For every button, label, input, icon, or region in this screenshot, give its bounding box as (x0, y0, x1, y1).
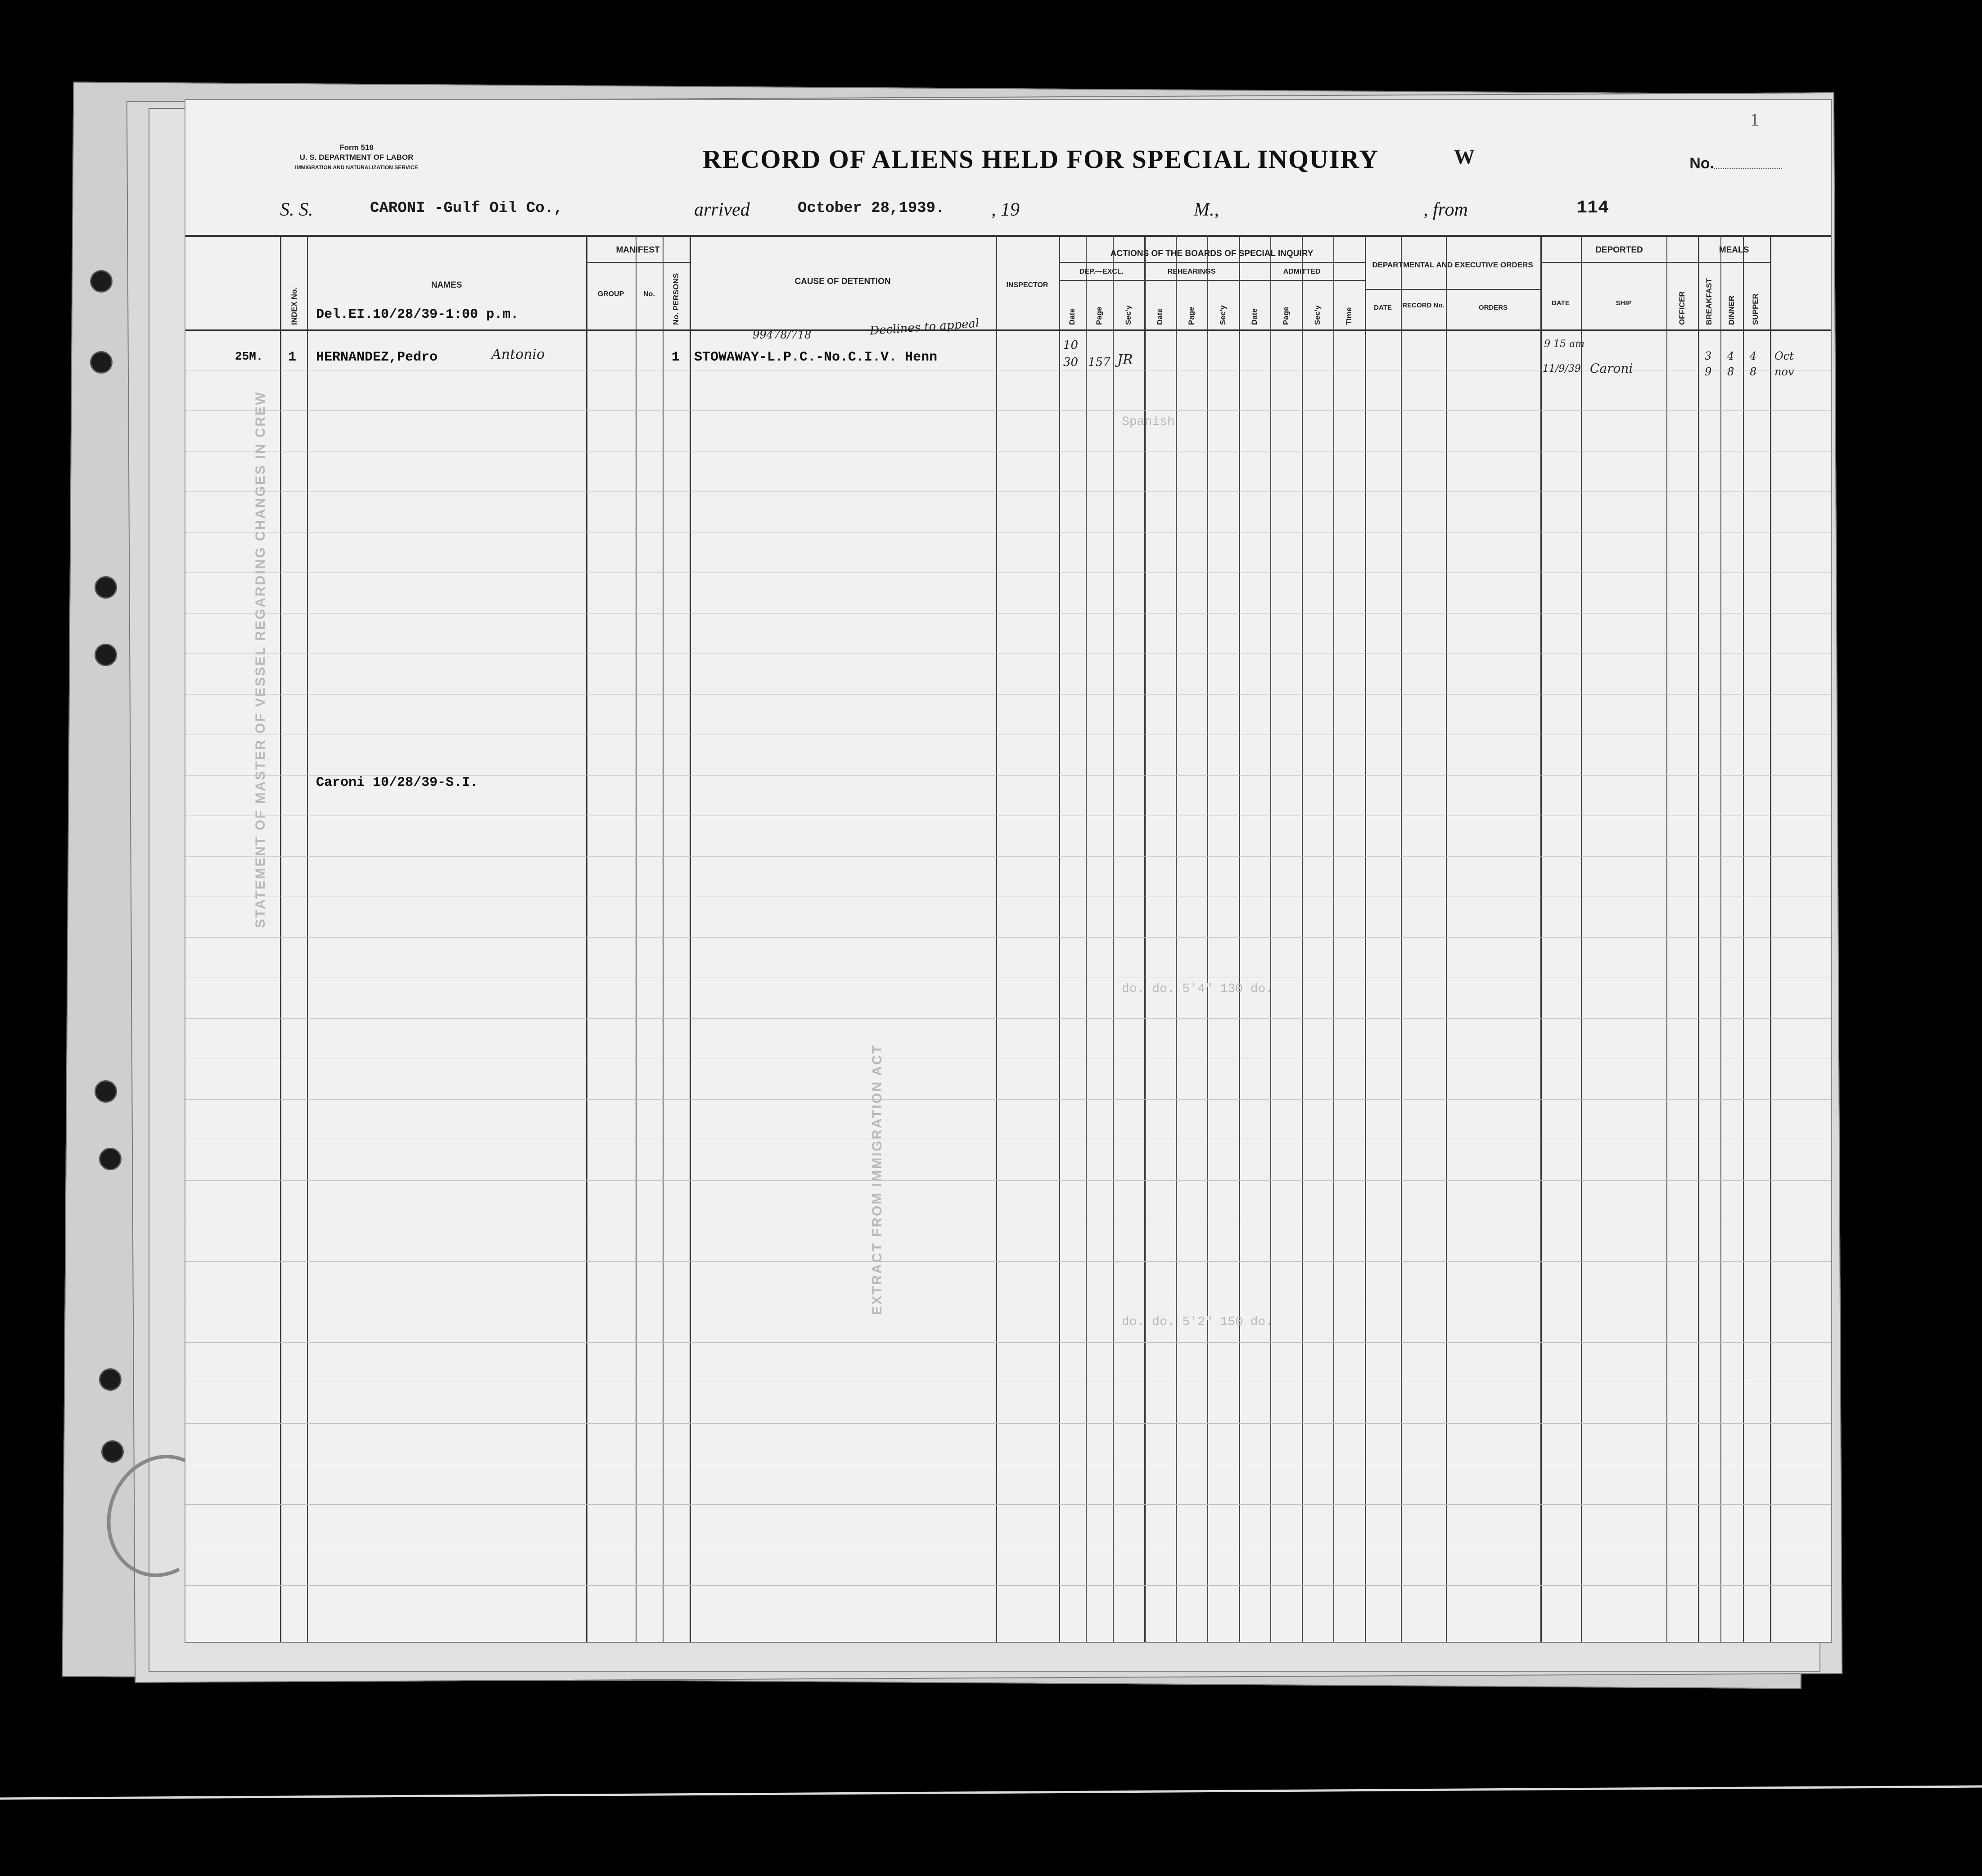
grid-row-line (185, 1099, 1831, 1100)
col-group: GROUP (597, 290, 624, 298)
sub-page: Page (1187, 307, 1196, 325)
col-divider (1207, 235, 1208, 1642)
col-board-actions: ACTIONS OF THE BOARDS OF SPECIAL INQUIRY (1110, 249, 1314, 258)
col-divider (1770, 235, 1771, 1642)
col-dep-excl: DEP.—EXCL. (1079, 268, 1124, 275)
col-divider (1333, 235, 1334, 1642)
alien-name-handwritten: Antonio (492, 347, 545, 362)
arrived-label: arrived (694, 199, 750, 220)
col-no-persons: No. PERSONS (672, 273, 680, 325)
col-divider (1365, 235, 1366, 1642)
form-no-label: No. (1689, 155, 1714, 172)
col-divider (280, 235, 281, 1642)
sub-secy: Sec'y (1313, 305, 1322, 325)
form-number: Form 518 (339, 143, 374, 152)
header-divider (1698, 262, 1770, 263)
bleed-through-text: do. do. 5'2" 150 do. (1122, 1315, 1273, 1329)
bleed-through-text: STATEMENT OF MASTER OF VESSEL REGARDING CHANGES IN CREW (253, 391, 268, 928)
meal-dinner-2: 8 (1727, 365, 1734, 378)
col-divider (1698, 235, 1699, 1642)
sub-date: Date (1156, 308, 1164, 325)
meal-breakfast-1: 3 (1705, 350, 1712, 362)
meal-supper-1: 4 (1750, 350, 1757, 362)
col-divider (1059, 235, 1060, 1642)
binder-hole (101, 1440, 124, 1463)
col-meals: MEALS (1719, 245, 1749, 255)
board-date-day: 30 (1063, 356, 1079, 369)
col-record-no: RECORD No. (1402, 302, 1445, 309)
cause-handwritten-note: Declines to appeal (869, 316, 980, 338)
form-title: RECORD OF ALIENS HELD FOR SPECIAL INQUIRY (702, 144, 1379, 174)
col-deported-date: DATE (1552, 299, 1570, 307)
no-persons-value: 1 (672, 350, 680, 365)
col-divider (1720, 235, 1721, 1642)
header-divider (1540, 262, 1698, 263)
col-divider (636, 235, 637, 1642)
col-index-no: INDEX No. (290, 287, 298, 325)
sheet-number: 1 (1750, 109, 1759, 130)
col-names: NAMES (431, 280, 462, 290)
side-code: 25M. (235, 350, 263, 363)
sub-date: Date (1250, 308, 1259, 325)
cause-of-detention: STOWAWAY-L.P.C.-No.C.I.V. Henn (694, 350, 938, 365)
col-divider (663, 235, 664, 1642)
col-supper: SUPPER (1751, 293, 1760, 325)
delivered-note: Del.EI.10/28/39-1:00 p.m. (316, 307, 519, 322)
record-form-page (185, 99, 1832, 1643)
ss-label: S. S. (280, 199, 313, 220)
col-divider (1446, 235, 1447, 1642)
caroni-note: Caroni 10/28/39-S.I. (316, 775, 479, 790)
header-divider (1365, 289, 1540, 290)
service-name: IMMIGRATION AND NATURALIZATION SERVICE (295, 164, 418, 171)
alien-name: HERNANDEZ,Pedro (316, 350, 438, 365)
sub-page: Page (1282, 307, 1290, 325)
header-bottom-rule (185, 329, 1831, 331)
col-divider (690, 235, 691, 1642)
col-deported: DEPORTED (1595, 245, 1643, 255)
meal-month-2: nov (1774, 365, 1794, 378)
grid-row-line (185, 1261, 1831, 1262)
bleed-through-text: do. do. 5'4" 130 do. (1122, 982, 1273, 996)
col-divider (1743, 235, 1744, 1642)
binder-hole (95, 1080, 117, 1103)
binding-strip (0, 0, 68, 1876)
col-manifest-no: No. (643, 290, 655, 298)
bleed-through-text: EXTRACT FROM IMMIGRATION ACT (870, 1044, 885, 1315)
col-manifest: MANIFEST (616, 245, 660, 255)
header-divider (1059, 280, 1365, 281)
sub-date: Date (1068, 308, 1076, 325)
bleed-through-text: Spanish (1122, 415, 1175, 429)
meal-supper-2: 8 (1750, 365, 1757, 378)
form-header-block (275, 143, 438, 172)
col-divider (1086, 235, 1087, 1642)
col-divider (1302, 235, 1303, 1642)
col-departmental-orders: DEPARTMENTAL AND EXECUTIVE ORDERS (1372, 261, 1533, 269)
col-orders: ORDERS (1478, 304, 1508, 311)
ship-name: CARONI -Gulf Oil Co., (370, 200, 563, 217)
binder-hole (90, 351, 113, 374)
col-deported-ship: SHIP (1616, 299, 1632, 307)
meal-breakfast-2: 9 (1705, 365, 1712, 378)
col-divider (1666, 235, 1667, 1642)
sub-time: Time (1345, 307, 1353, 325)
col-cause-of-detention: CAUSE OF DETENTION (795, 277, 891, 286)
col-divider (1176, 235, 1177, 1642)
col-divider (1401, 235, 1402, 1642)
grid-row-line (185, 410, 1831, 411)
scan-edge-line (0, 1786, 1982, 1800)
col-rehearings: REHEARINGS (1167, 268, 1216, 275)
from-label: , from (1423, 199, 1468, 220)
deported-time: 9 15 am (1544, 338, 1585, 350)
col-divider (1144, 235, 1146, 1642)
meal-dinner-1: 4 (1727, 350, 1734, 362)
stamp-mark: W (1454, 145, 1475, 168)
year-label: , 19 (991, 199, 1020, 220)
m-label: M., (1194, 199, 1219, 220)
index-no: 1 (288, 350, 297, 365)
binder-hole (95, 576, 117, 599)
sub-secy: Sec'y (1219, 305, 1227, 325)
header-divider (1059, 262, 1365, 263)
col-divider (586, 235, 587, 1642)
grid-row-line (185, 1585, 1831, 1586)
col-divider (307, 235, 308, 1642)
binder-hole (90, 270, 113, 293)
department-name: U. S. DEPARTMENT OF LABOR (299, 153, 414, 162)
col-breakfast: BREAKFAST (1705, 278, 1713, 325)
col-dept-date: DATE (1374, 304, 1392, 311)
grid-row-line (185, 1342, 1831, 1343)
grid-row-line (185, 1423, 1831, 1424)
header-top-rule (185, 235, 1831, 237)
sub-secy: Sec'y (1124, 305, 1133, 325)
col-dinner: DINNER (1727, 295, 1736, 325)
col-divider (1113, 235, 1114, 1642)
grid-row-line (185, 856, 1831, 857)
cause-file-number: 99478/718 (753, 329, 812, 341)
col-divider (1239, 235, 1240, 1642)
meal-month-1: Oct (1774, 350, 1794, 362)
col-admitted: ADMITTED (1283, 268, 1321, 275)
grid-row-line (185, 1504, 1831, 1505)
col-divider (1581, 235, 1582, 1642)
binder-hole (99, 1148, 122, 1170)
col-divider (1270, 235, 1271, 1642)
grid-row-line (185, 937, 1831, 938)
col-divider (1540, 235, 1542, 1642)
col-divider (996, 235, 997, 1642)
board-page: 157 (1088, 356, 1111, 369)
col-officer: OFFICER (1678, 291, 1686, 325)
board-secretary: JR (1117, 352, 1133, 368)
sub-page: Page (1095, 307, 1103, 325)
deported-date: 11/9/39 (1543, 363, 1581, 374)
arrival-date: October 28,1939. (798, 200, 945, 217)
form-no-blank (1714, 168, 1782, 169)
binder-hole (99, 1368, 122, 1391)
deported-ship: Caroni (1590, 361, 1633, 376)
sheet-reference-number: 114 (1576, 198, 1609, 218)
binder-hole (95, 644, 117, 666)
board-date-month: 10 (1063, 338, 1079, 352)
grid-row-line (185, 1018, 1831, 1019)
grid-row-line (185, 1180, 1831, 1181)
col-inspector: INSPECTOR (1006, 281, 1048, 289)
